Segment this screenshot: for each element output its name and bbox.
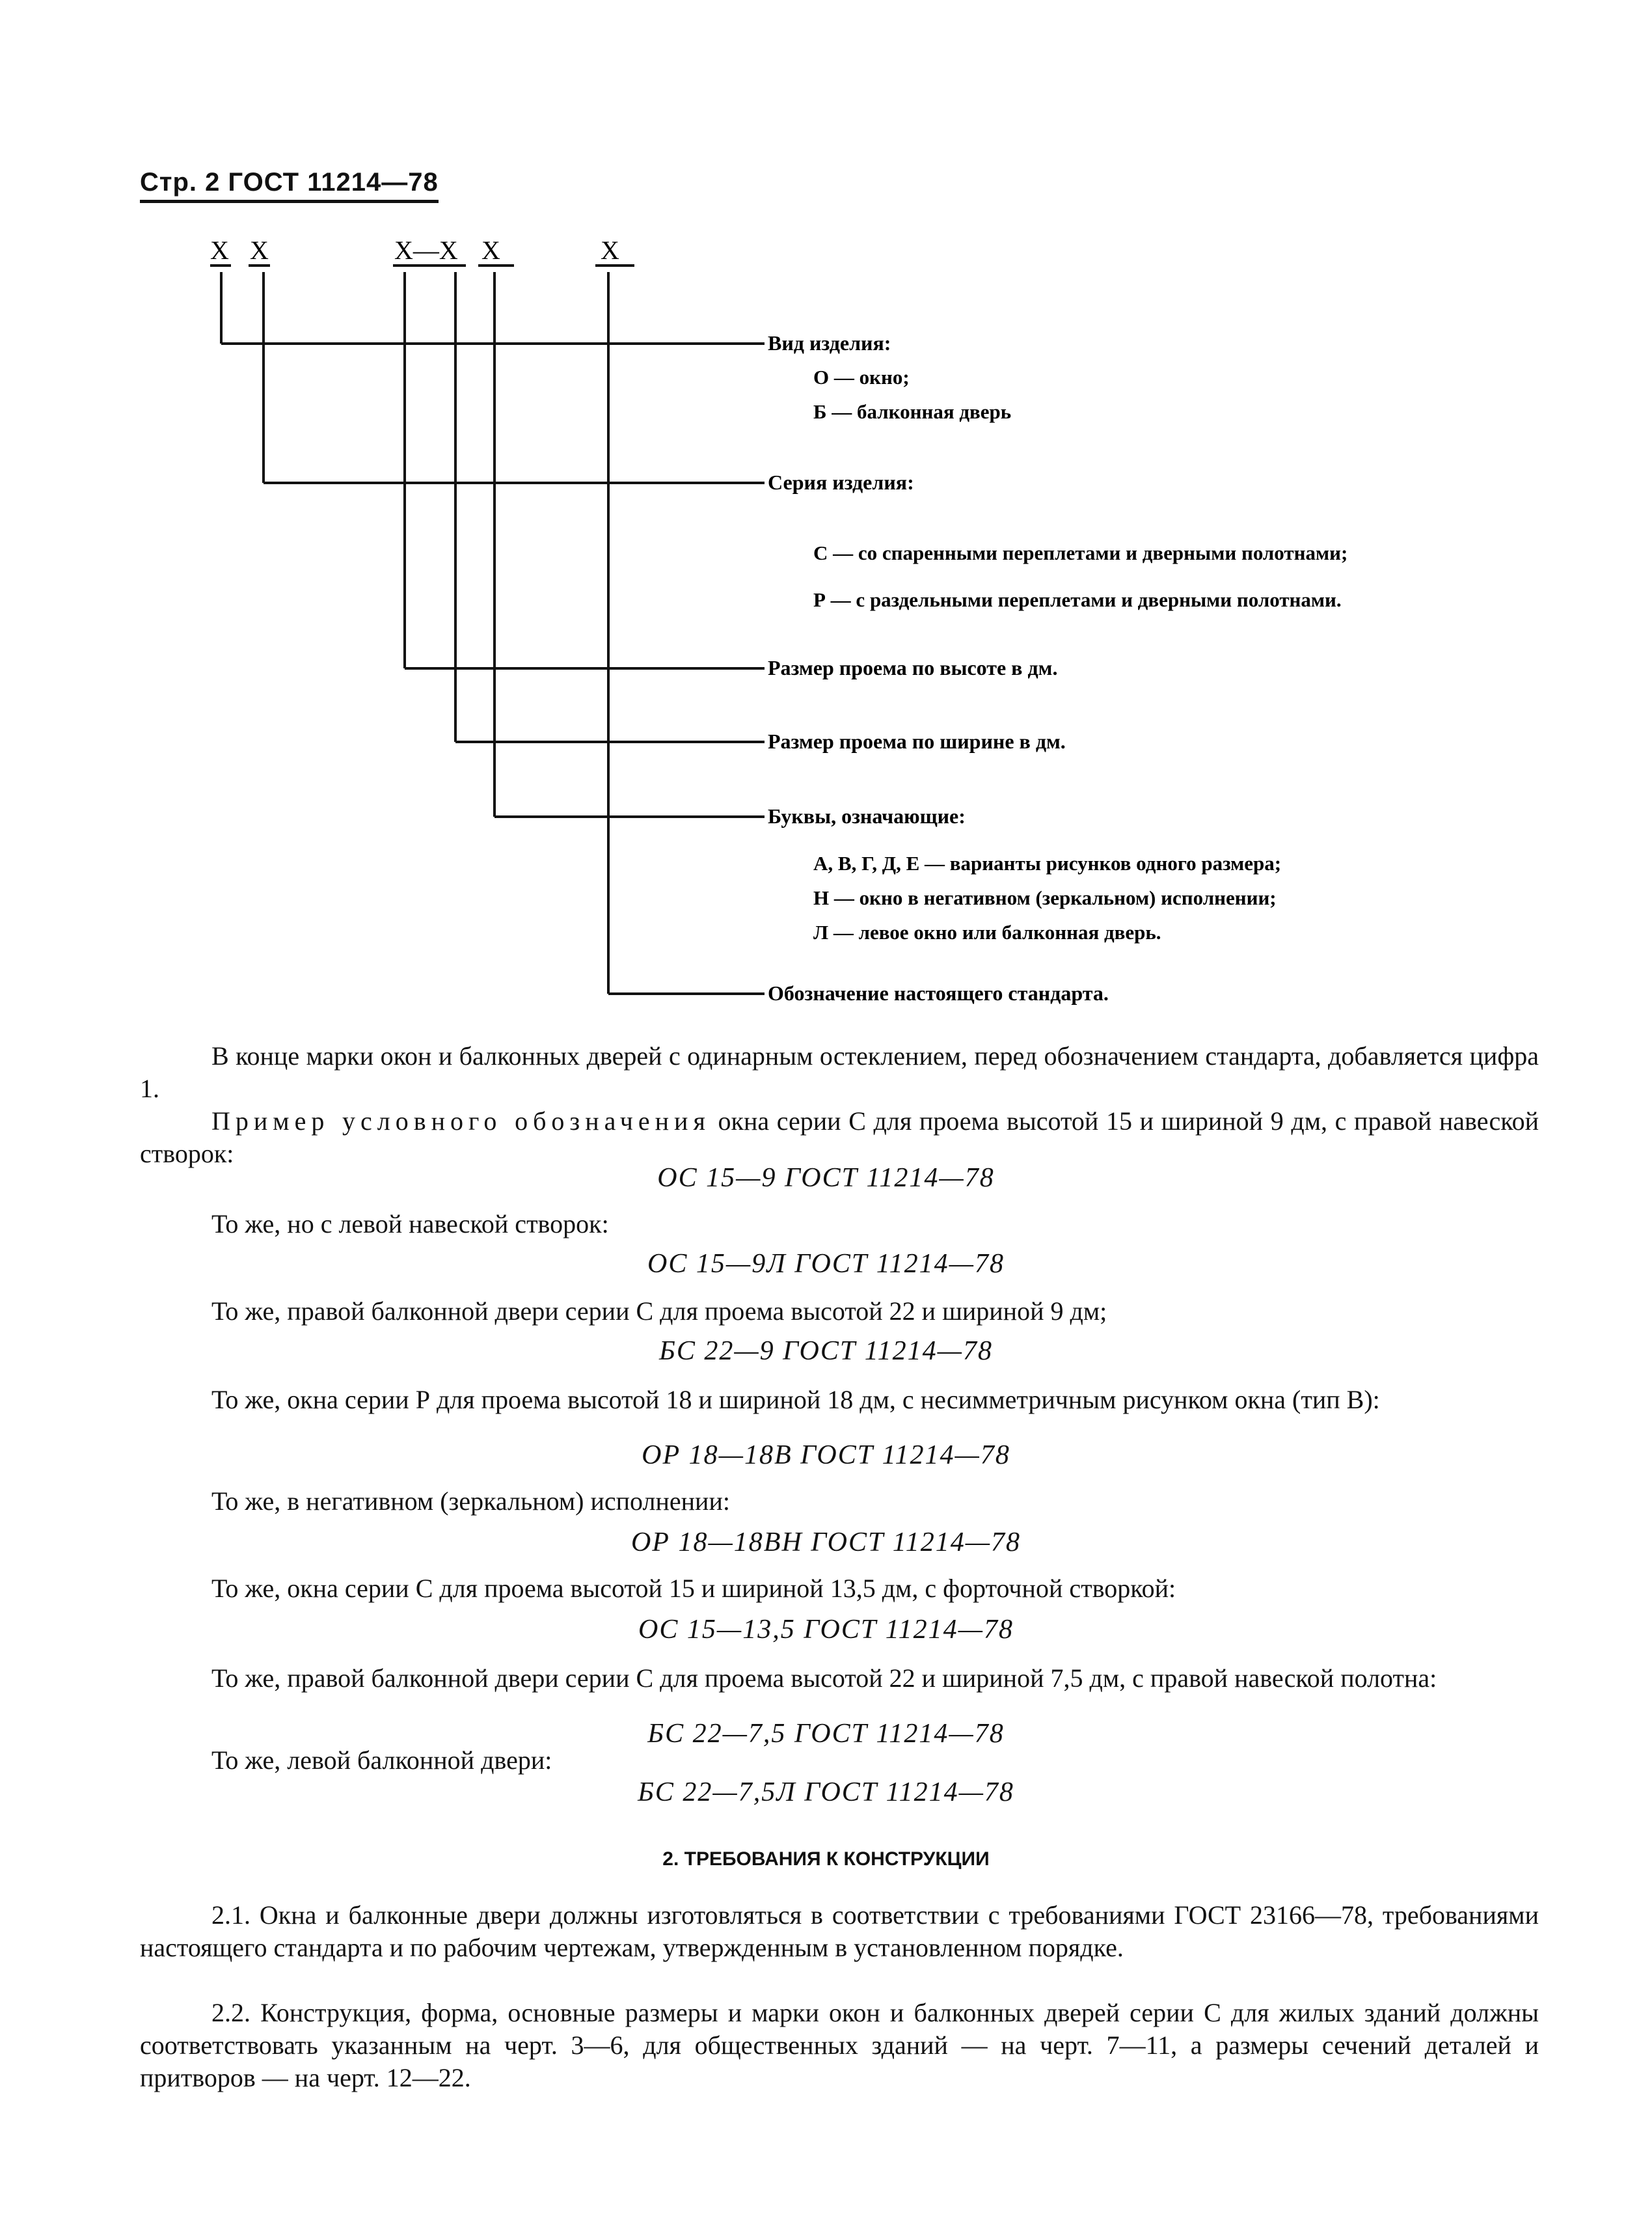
- kind-option: Б — балконная дверь: [813, 400, 1012, 423]
- paragraph: То же, окна серии Р для проема высотой 18 и шириной 18 дм, с несимметричным рисунком окна (тип В):: [211, 1385, 1380, 1414]
- paragraph: Пример условного обозначения окна серии С для проема высотой 15 и шириной 9 дм, с правой навеской створок:: [140, 1106, 1539, 1168]
- code-series: Х: [250, 236, 269, 265]
- code-dimensions: Х—Х: [394, 236, 458, 265]
- paragraph: То же, окна серии С для проема высотой 15 и шириной 13,5 дм, с форточной створкой:: [211, 1574, 1176, 1603]
- example-designation: ОР 18—18В ГОСТ 11214—78: [642, 1440, 1010, 1470]
- example-designation: БС 22—7,5Л ГОСТ 11214—78: [638, 1777, 1014, 1807]
- series-option: С — со спаренными переплетами и дверными полотнами;: [813, 541, 1348, 564]
- letters-option: Н — окно в негативном (зеркальном) исполнении;: [813, 886, 1277, 909]
- section-title: 2. ТРЕБОВАНИЯ К КОНСТРУКЦИИ: [662, 1848, 990, 1870]
- width-label: Размер проема по ширине в дм.: [768, 730, 1066, 753]
- code-standard: Х: [601, 236, 619, 265]
- paragraph: То же, но с левой навеской створок:: [211, 1209, 609, 1238]
- letters-title: Буквы, означающие:: [768, 804, 966, 828]
- example-designation: БС 22—9 ГОСТ 11214—78: [659, 1336, 993, 1366]
- example-designation: ОС 15—13,5 ГОСТ 11214—78: [638, 1615, 1014, 1645]
- clause-2-1: 2.1. Окна и балконные двери должны изготовляться в соответствии с требованиями ГОСТ 23166—78, требованиями настоящего стандарта и по рабочим чертежам, утвержденным в установленном порядке.: [140, 1900, 1539, 1962]
- clause-2-2: 2.2. Конструкция, форма, основные размеры и марки окон и балконных дверей серии С для жилых зданий должны соответствовать указанным на черт. 3—6, для общественных зданий — на черт. 7—11, а размеры сечений деталей и притворов — на черт. 12—22.: [140, 1998, 1539, 2092]
- paragraph: То же, правой балконной двери серии С для проема высотой 22 и шириной 7,5 дм, с правой навеской полотна:: [211, 1663, 1437, 1693]
- example-designation: ОР 18—18ВН ГОСТ 11214—78: [630, 1527, 1022, 1557]
- letters-option: Л — левое окно или балконная дверь.: [813, 921, 1161, 944]
- kind-title: Вид изделия:: [768, 331, 891, 355]
- code-letters: Х: [481, 236, 500, 265]
- series-title: Серия изделия:: [768, 471, 914, 494]
- paragraph: То же, в негативном (зеркальном) исполнении:: [211, 1486, 730, 1516]
- example-designation: ОС 15—9 ГОСТ 11214—78: [657, 1163, 995, 1193]
- kind-option: О — окно;: [813, 366, 910, 389]
- series-option: Р — с раздельными переплетами и дверными полотнами.: [813, 588, 1342, 611]
- standard-designation-label: Обозначение настоящего стандарта.: [768, 981, 1109, 1005]
- code-kind: Х: [210, 236, 229, 265]
- paragraph: То же, правой балконной двери серии С для проема высотой 22 и шириной 9 дм;: [211, 1296, 1107, 1326]
- height-label: Размер проема по высоте в дм.: [768, 656, 1058, 679]
- example-designation: БС 22—7,5 ГОСТ 11214—78: [647, 1719, 1005, 1749]
- page-number: Стр. 2: [140, 168, 221, 197]
- standard-number: ГОСТ 11214—78: [228, 168, 439, 197]
- example-designation: ОС 15—9Л ГОСТ 11214—78: [647, 1249, 1005, 1279]
- paragraph: В конце марки окон и балконных дверей с одинарным остеклением, перед обозначением стандарта, добавляется цифра 1.: [140, 1041, 1539, 1103]
- designation-scheme: [0, 0, 1652, 1015]
- paragraph: То же, левой балконной двери:: [211, 1745, 552, 1775]
- example-heading: Пример условного обозначения: [211, 1106, 711, 1136]
- letters-option: А, В, Г, Д, Е — варианты рисунков одного размера;: [813, 852, 1282, 875]
